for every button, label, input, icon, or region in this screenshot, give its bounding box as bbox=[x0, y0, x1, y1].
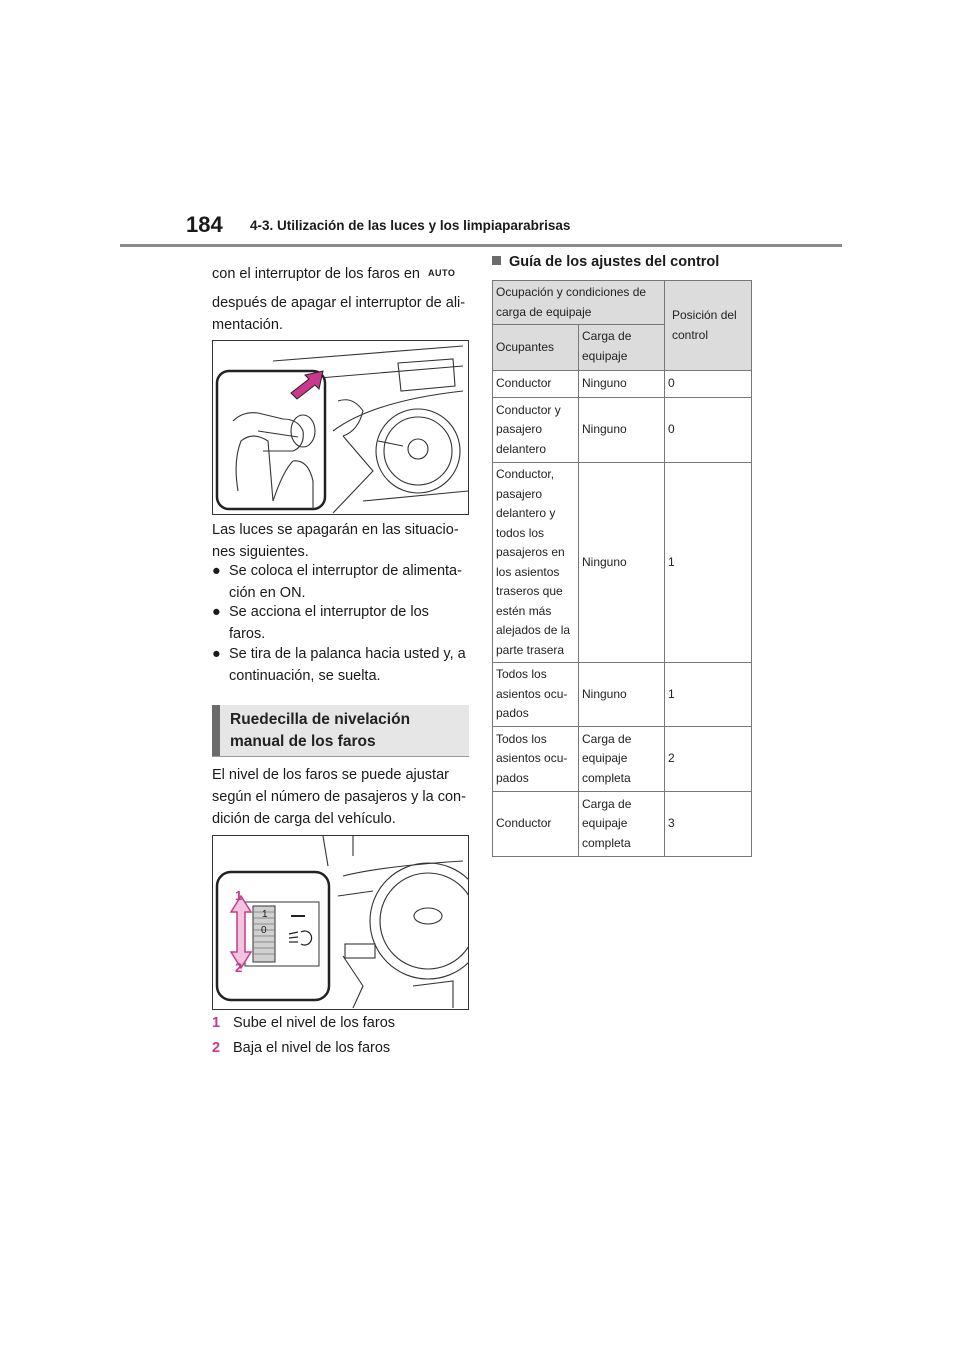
header-load: Carga de equipaje bbox=[579, 325, 665, 371]
leveling-dial-illustration bbox=[213, 836, 468, 1009]
leveling-guide-table bbox=[492, 280, 752, 857]
square-bullet-icon bbox=[492, 256, 501, 265]
table-header-row bbox=[493, 281, 752, 325]
table-row bbox=[493, 463, 752, 663]
figure-label-down: 2 bbox=[235, 960, 243, 975]
section-heading-line-2: manual de los faros bbox=[230, 733, 376, 750]
callout-text: Baja el nivel de los faros bbox=[233, 1040, 391, 1056]
bullet-text: continuación, se suelta. bbox=[229, 668, 381, 684]
callout-item bbox=[212, 1012, 395, 1034]
bullet-text: Se coloca el interruptor de alimenta- bbox=[229, 563, 462, 579]
paragraph-3-line-1: El nivel de los faros se puede ajustar bbox=[212, 767, 449, 783]
table-row bbox=[493, 727, 752, 792]
paragraph-1-line-2: después de apagar el interruptor de ali- bbox=[212, 295, 466, 311]
cell-occupants: Conductor bbox=[493, 371, 579, 398]
paragraph-3-line-2: según el número de pasajeros y la con- bbox=[212, 789, 466, 805]
cell-load: Ninguno bbox=[579, 663, 665, 727]
cell-load: Carga de equipaje completa bbox=[579, 792, 665, 857]
paragraph-1-line-1 bbox=[212, 262, 455, 285]
table-row bbox=[493, 792, 752, 857]
auto-icon: AUTO bbox=[427, 268, 456, 278]
bullet-item bbox=[212, 643, 468, 687]
callout-item bbox=[212, 1037, 390, 1059]
bullet-icon: ● bbox=[212, 604, 221, 620]
section-heading-line-1: Ruedecilla de nivelación bbox=[230, 711, 411, 728]
cell-occupants: Conductor, pasajero delantero y todos los pasajeros en los asientos traseros que estén más alejados de la parte trasera bbox=[493, 463, 579, 663]
cell-position: 0 bbox=[665, 371, 752, 398]
bullet-icon: ● bbox=[212, 563, 221, 579]
headlight-switch-illustration bbox=[213, 341, 468, 514]
bullet-text: faros. bbox=[229, 626, 266, 642]
headlight-switch-figure bbox=[212, 340, 469, 515]
figure-label-up: 1 bbox=[235, 888, 243, 903]
cell-load: Ninguno bbox=[579, 371, 665, 398]
header-occupancy: Ocupación y condiciones de carga de equipaje bbox=[493, 281, 665, 325]
table-title bbox=[492, 254, 719, 270]
cell-position: 2 bbox=[665, 727, 752, 792]
callout-number: 1 bbox=[212, 1015, 221, 1031]
table-row bbox=[493, 371, 752, 398]
paragraph-2-line-2: nes siguientes. bbox=[212, 544, 309, 560]
cell-position: 3 bbox=[665, 792, 752, 857]
table-row bbox=[493, 398, 752, 463]
callout-number: 2 bbox=[212, 1040, 221, 1056]
bullet-text: ción en ON. bbox=[229, 585, 306, 601]
callout-text: Sube el nivel de los faros bbox=[233, 1015, 396, 1031]
paragraph-1-text: con el interruptor de los faros en bbox=[212, 266, 420, 282]
bullet-item bbox=[212, 560, 468, 604]
cell-occupants: Todos los asientos ocu-pados bbox=[493, 663, 579, 727]
page-number: 184 bbox=[186, 212, 223, 237]
dial-mark-top: 1 bbox=[262, 909, 268, 920]
cell-occupants: Todos los asientos ocu-pados bbox=[493, 727, 579, 792]
bullet-icon: ● bbox=[212, 646, 221, 662]
section-heading bbox=[212, 705, 469, 757]
table-row bbox=[493, 663, 752, 727]
running-title: 4-3. Utilización de las luces y los limpiaparabrisas bbox=[250, 218, 571, 233]
dial-mark-bottom: 0 bbox=[261, 925, 267, 936]
paragraph-3-line-3: dición de carga del vehículo. bbox=[212, 811, 396, 827]
leveling-dial-figure bbox=[212, 835, 469, 1010]
table-title-text: Guía de los ajustes del control bbox=[509, 254, 720, 270]
cell-load: Ninguno bbox=[579, 398, 665, 463]
header-occupants: Ocupantes bbox=[493, 325, 579, 371]
section-rule bbox=[212, 756, 469, 757]
bullet-text: Se tira de la palanca hacia usted y, a bbox=[229, 646, 466, 662]
cell-position: 1 bbox=[665, 663, 752, 727]
cell-position: 0 bbox=[665, 398, 752, 463]
header-rule bbox=[120, 244, 842, 247]
cell-position: 1 bbox=[665, 463, 752, 663]
cell-load: Ninguno bbox=[579, 463, 665, 663]
bullet-text: Se acciona el interruptor de los bbox=[229, 604, 429, 620]
bullet-item bbox=[212, 601, 468, 645]
header-control-position: Posición del control bbox=[665, 281, 752, 371]
cell-occupants: Conductor bbox=[493, 792, 579, 857]
paragraph-2-line-1: Las luces se apagarán en las situacio- bbox=[212, 522, 459, 538]
cell-load: Carga de equipaje completa bbox=[579, 727, 665, 792]
cell-occupants: Conductor y pasajero delantero bbox=[493, 398, 579, 463]
paragraph-1-line-3: mentación. bbox=[212, 317, 283, 333]
